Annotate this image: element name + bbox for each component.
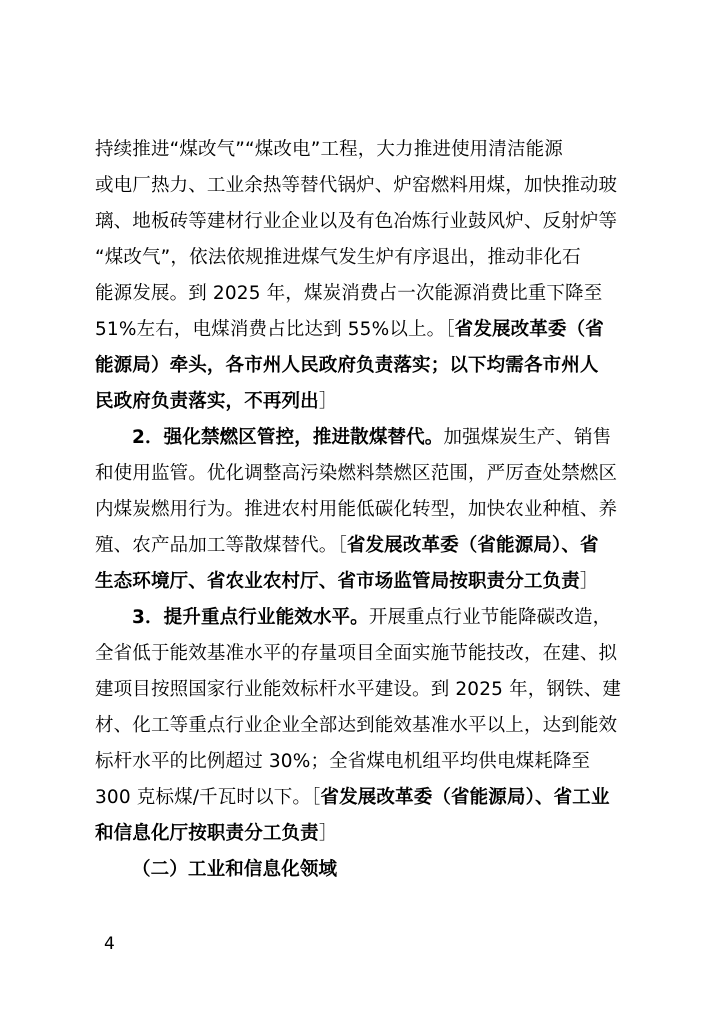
- paragraph-line: 内煤炭燃用行为。推进农村用能低碳化转型，加快农业种植、养: [95, 499, 618, 520]
- paragraph-line: 51%左右，电煤消费占比达到 55%以上。［省发展改革委（省: [95, 319, 604, 340]
- paragraph-line: 材、化工等重点行业企业全部达到能效基准水平以上，达到能效: [95, 715, 618, 736]
- paragraph-line: 民政府负责落实，不再列出］: [95, 391, 338, 412]
- paragraph-line: 和使用监管。优化调整高污染燃料禁燃区范围，严厉查处禁燃区: [95, 463, 618, 484]
- section-heading-line: 2．强化禁燃区管控，推进散煤替代。加强煤炭生产、销售: [132, 427, 612, 448]
- page-number: 4: [104, 934, 115, 954]
- paragraph-line: 标杆水平的比例超过 30%；全省煤电机组平均供电煤耗降至: [95, 751, 591, 772]
- paragraph-line: “煤改气”，依法依规推进煤气发生炉有序退出，推动非化石: [95, 247, 581, 268]
- section-heading-line: 3．提升重点行业能效水平。开展重点行业节能降碳改造，: [132, 607, 612, 628]
- paragraph-line: 能源局）牵头，各市州人民政府负责落实；以下均需各市州人: [95, 355, 599, 376]
- paragraph-line: 生态环境厅、省农业农村厅、省市场监管局按职责分工负责］: [95, 571, 599, 592]
- paragraph-line: 或电厂热力、工业余热等替代锅炉、炉窑燃料用煤，加快推动玻: [95, 175, 618, 196]
- paragraph-line: 建项目按照国家行业能效标杆水平建设。到 2025 年，钢铁、建: [95, 679, 621, 700]
- paragraph-line: 持续推进“煤改气”“煤改电”工程，大力推进使用清洁能源: [95, 139, 563, 160]
- section-title: （二）工业和信息化领域: [132, 859, 338, 880]
- paragraph-line: 璃、地板砖等建材行业企业以及有色冶炼行业鼓风炉、反射炉等: [95, 211, 618, 232]
- paragraph-line: 能源发展。到 2025 年，煤炭消费占一次能源消费比重下降至: [95, 283, 603, 304]
- paragraph-line: 全省低于能效基准水平的存量项目全面实施节能技改，在建、拟: [95, 643, 618, 664]
- paragraph-line: 和信息化厅按职责分工负责］: [95, 823, 338, 844]
- paragraph-line: 300 克标煤/千瓦时以下。［省发展改革委（省能源局）、省工业: [95, 787, 610, 808]
- paragraph-line: 殖、农产品加工等散煤替代。［省发展改革委（省能源局）、省: [95, 535, 599, 556]
